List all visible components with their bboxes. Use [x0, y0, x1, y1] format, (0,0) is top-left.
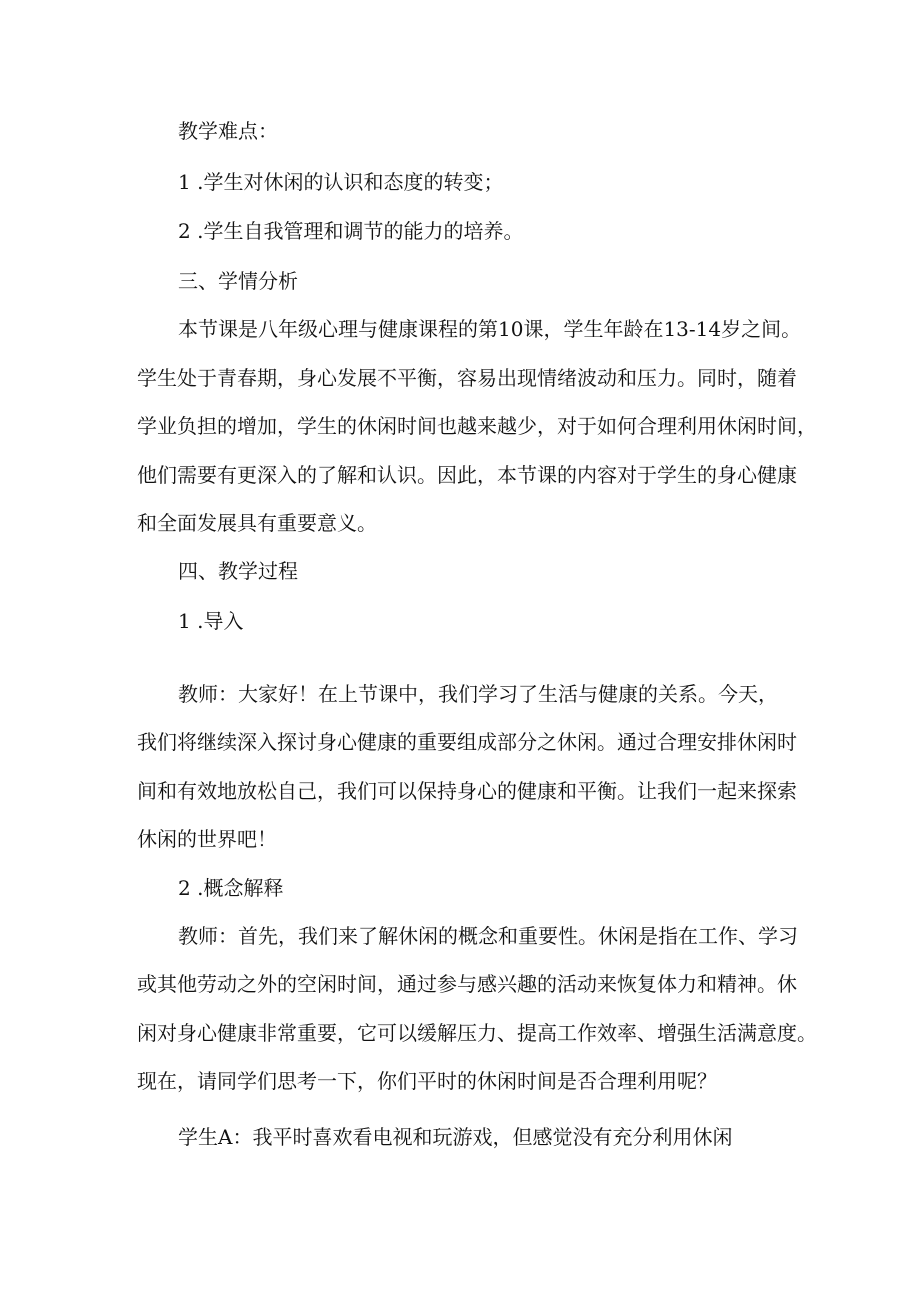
step-2-heading: 2 .概念解释 — [178, 876, 284, 900]
analysis-paragraph-line: 本节课是八年级心理与健康课程的第10课，学生年龄在13-14岁之间。 — [178, 317, 802, 341]
concept-paragraph-line: 闲对身心健康非常重要，它可以缓解压力、提高工作效率、增强生活满意度。 — [137, 1021, 817, 1045]
analysis-paragraph-line: 和全面发展具有重要意义。 — [137, 511, 377, 535]
intro-paragraph-line: 我们将继续深入探讨身心健康的重要组成部分之休闲。通过合理安排休闲时 — [137, 730, 797, 754]
intro-paragraph-line: 教师：大家好！在上节课中，我们学习了生活与健康的关系。今天， — [178, 682, 778, 706]
intro-paragraph-line: 休闲的世界吧！ — [137, 827, 277, 851]
section-3-heading: 三、学情分析 — [178, 269, 298, 293]
difficulty-item-1: 1 .学生对休闲的认识和态度的转变； — [178, 170, 504, 194]
analysis-paragraph-line: 他们需要有更深入的了解和认识。因此，本节课的内容对于学生的身心健康 — [137, 463, 797, 487]
intro-paragraph-line: 间和有效地放松自己，我们可以保持身心的健康和平衡。让我们一起来探索 — [137, 779, 797, 803]
concept-paragraph-line: 现在，请同学们思考一下，你们平时的休闲时间是否合理利用呢？ — [137, 1069, 717, 1093]
analysis-paragraph-line: 学生处于青春期，身心发展不平衡，容易出现情绪波动和压力。同时，随着 — [137, 366, 797, 390]
concept-paragraph-line: 或其他劳动之外的空闲时间，通过参与感兴趣的活动来恢复体力和精神。休 — [137, 972, 797, 996]
concept-paragraph-line: 教师：首先，我们来了解休闲的概念和重要性。休闲是指在工作、学习 — [178, 924, 798, 948]
section-4-heading: 四、教学过程 — [178, 559, 298, 583]
analysis-paragraph-line: 学业负担的增加，学生的休闲时间也越来越少，对于如何合理利用休闲时间， — [137, 414, 817, 438]
student-a-line: 学生A：我平时喜欢看电视和玩游戏，但感觉没有充分利用休闲 — [178, 1125, 733, 1149]
teaching-difficulty-heading: 教学难点： — [178, 119, 278, 143]
difficulty-item-2: 2 .学生自我管理和调节的能力的培养。 — [178, 219, 524, 243]
step-1-heading: 1 .导入 — [178, 609, 244, 633]
